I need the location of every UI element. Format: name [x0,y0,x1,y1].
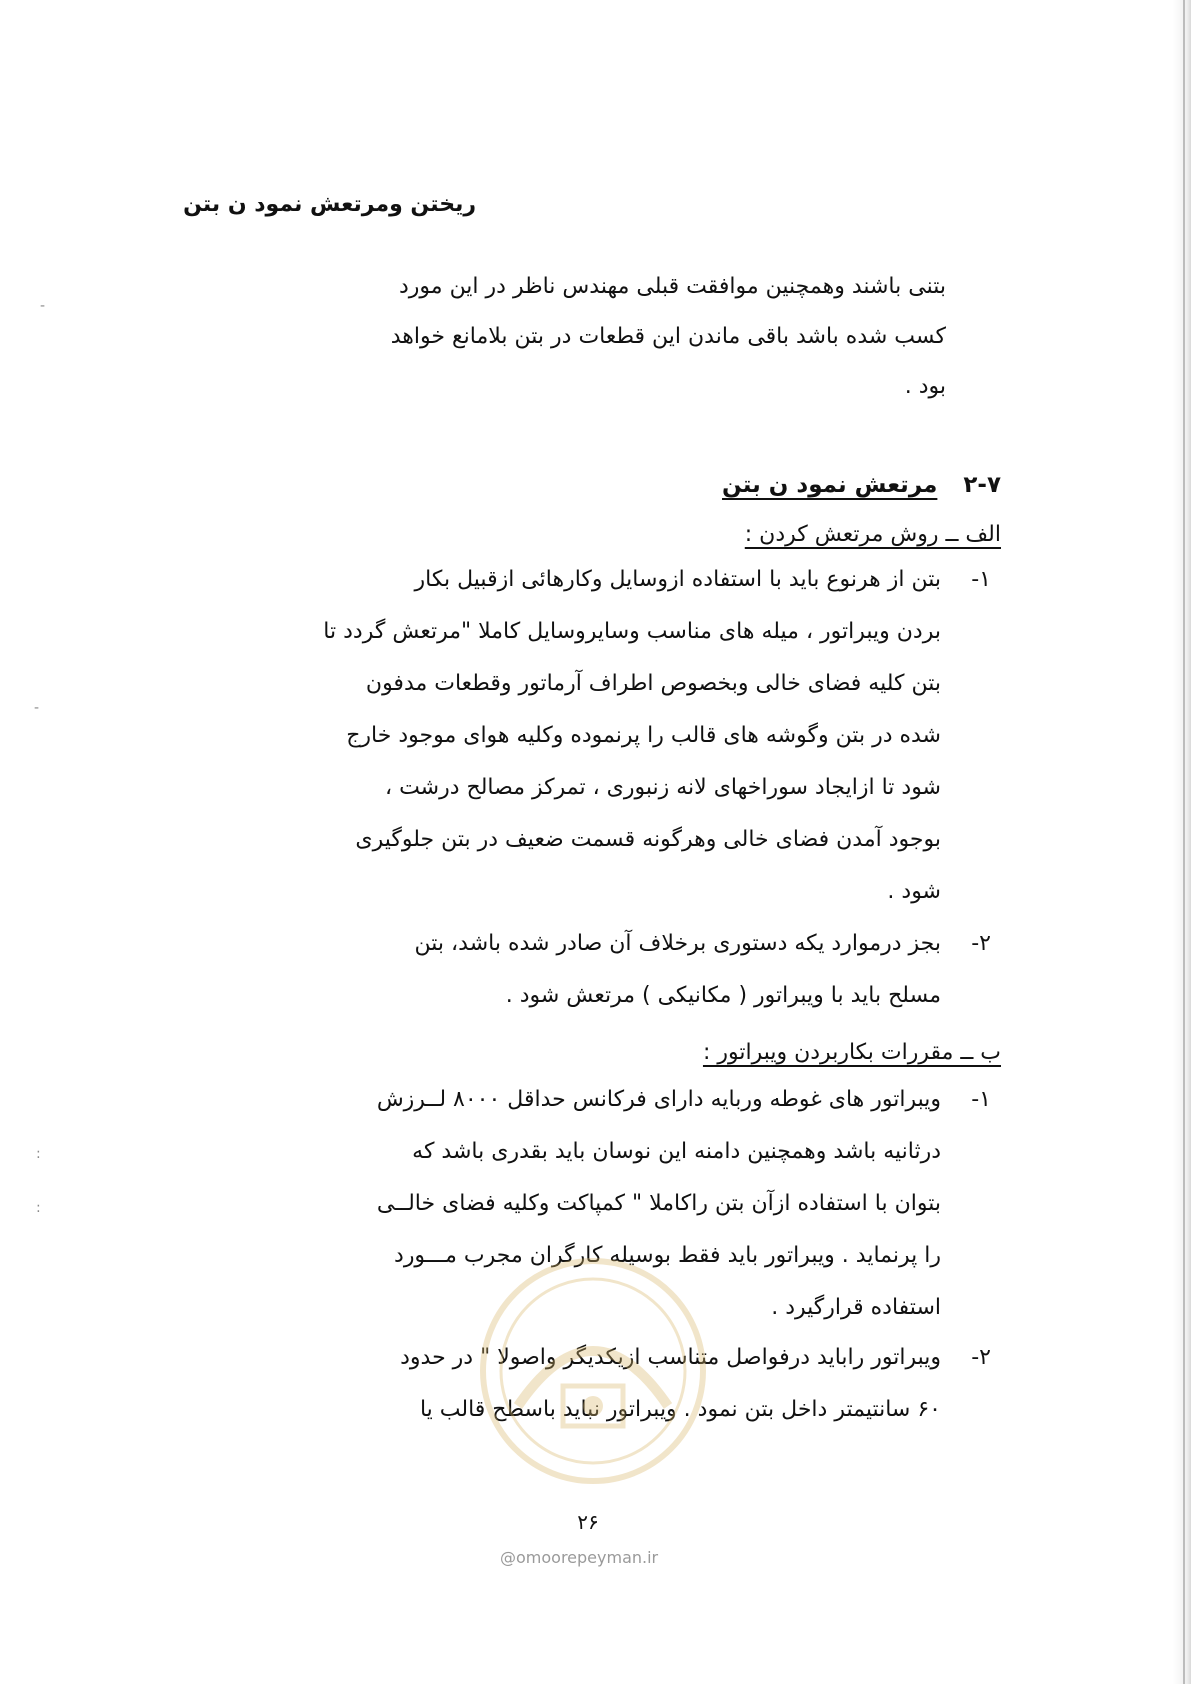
subsection-a-label: الف ــ روش مرتعش کردن : [744,522,1001,547]
section-heading [701,472,1001,498]
list-item-a1 [271,554,991,918]
item-line: شده در بتن وگوشه های قالب را پرنموده وکلیه هوای موجود خارج [346,723,941,748]
item-line: استفاده قرارگیرد . [771,1295,941,1320]
item-line: را پرنماید . ویبراتور باید فقط بوسیله کارگران مجرب مـــورد [394,1243,941,1268]
margin-mark: - [34,700,40,716]
item-line: بتن از هرنوع باید با استفاده ازوسایل وکارهائی ازقبیل بکار [414,567,941,592]
item-line: بتن کلیه فضای خالی وبخصوص اطراف آرماتور وقطعات مدفون [365,671,941,696]
item-line: ویبراتور راباید درفواصل متناسب ازیکدیگر واصولا " در حدود [400,1345,941,1370]
item-number: ۲- [971,1345,991,1370]
scan-edge [1173,0,1191,1684]
subsection-b-label: ب ــ مقررات بکاربردن ویبراتور : [702,1040,1001,1065]
scan-binding-line [1183,0,1185,1684]
item-line: بوجود آمدن فضای خالی وهرگونه قسمت ضعیف در بتن جلوگیری [355,827,941,852]
section-number: ۲-۷ [963,472,1001,498]
section-title: مرتعش نمود ن بتن [722,472,938,498]
subsection-b-heading [703,1040,1001,1065]
item-line: شود تا ازایجاد سوراخهای لانه زنبوری ، تمرکز مصالح درشت ، [384,775,941,800]
item-line: درثانیه باشد وهمچنین دامنه این نوسان باید بقدری باشد که [412,1139,941,1164]
list-item-a2 [271,918,991,1022]
item-number: ۲- [971,931,991,956]
item-text [271,918,941,1022]
subsection-a-heading [745,522,1001,547]
item-line: مسلح باید با ویبراتور ( مکانیکی ) مرتعش شود . [505,983,941,1008]
paragraph-line: کسب شده باشد باقی ماندن این قطعات در بتن بلامانع خواهد [390,324,946,349]
margin-mark: : [36,1146,41,1162]
item-line: ویبراتور های غوطه وربایه دارای فرکانس حداقل ۸۰۰۰ لــرزش [376,1087,941,1112]
item-line: بتوان با استفاده ازآن بتن راکاملا " کمپاکت وکلیه فضای خالــی [376,1191,941,1216]
item-line: ۶۰ سانتیمتر داخل بتن نمود . ویبراتور نباید باسطح قالب یا [419,1397,941,1422]
item-line: شود . [887,879,941,904]
item-number: ۱- [971,567,991,592]
intro-paragraph [296,262,946,412]
item-line: بردن ویبراتور ، میله های مناسب وسایروسایل کاملا "مرتعش گردد تا [323,619,941,644]
margin-mark: - [40,298,46,314]
watermark-seal-icon [478,1256,708,1486]
page-number: ۲۶ [577,1510,599,1534]
item-text [271,554,941,918]
watermark-text: @omoorepeyman.ir [500,1548,659,1567]
item-line: بجز درموارد یکه دستوری برخلاف آن صادر شده باشد، بتن [414,931,941,956]
item-number: ۱- [971,1087,991,1112]
margin-mark: : [36,1200,41,1216]
paragraph-line: بتنی باشند وهمچنین موافقت قبلی مهندس ناظر در این مورد [399,274,946,299]
page-header: ریختن ومرتعش نمود ن بتن [183,192,476,217]
paragraph-line: بود . [904,374,946,399]
